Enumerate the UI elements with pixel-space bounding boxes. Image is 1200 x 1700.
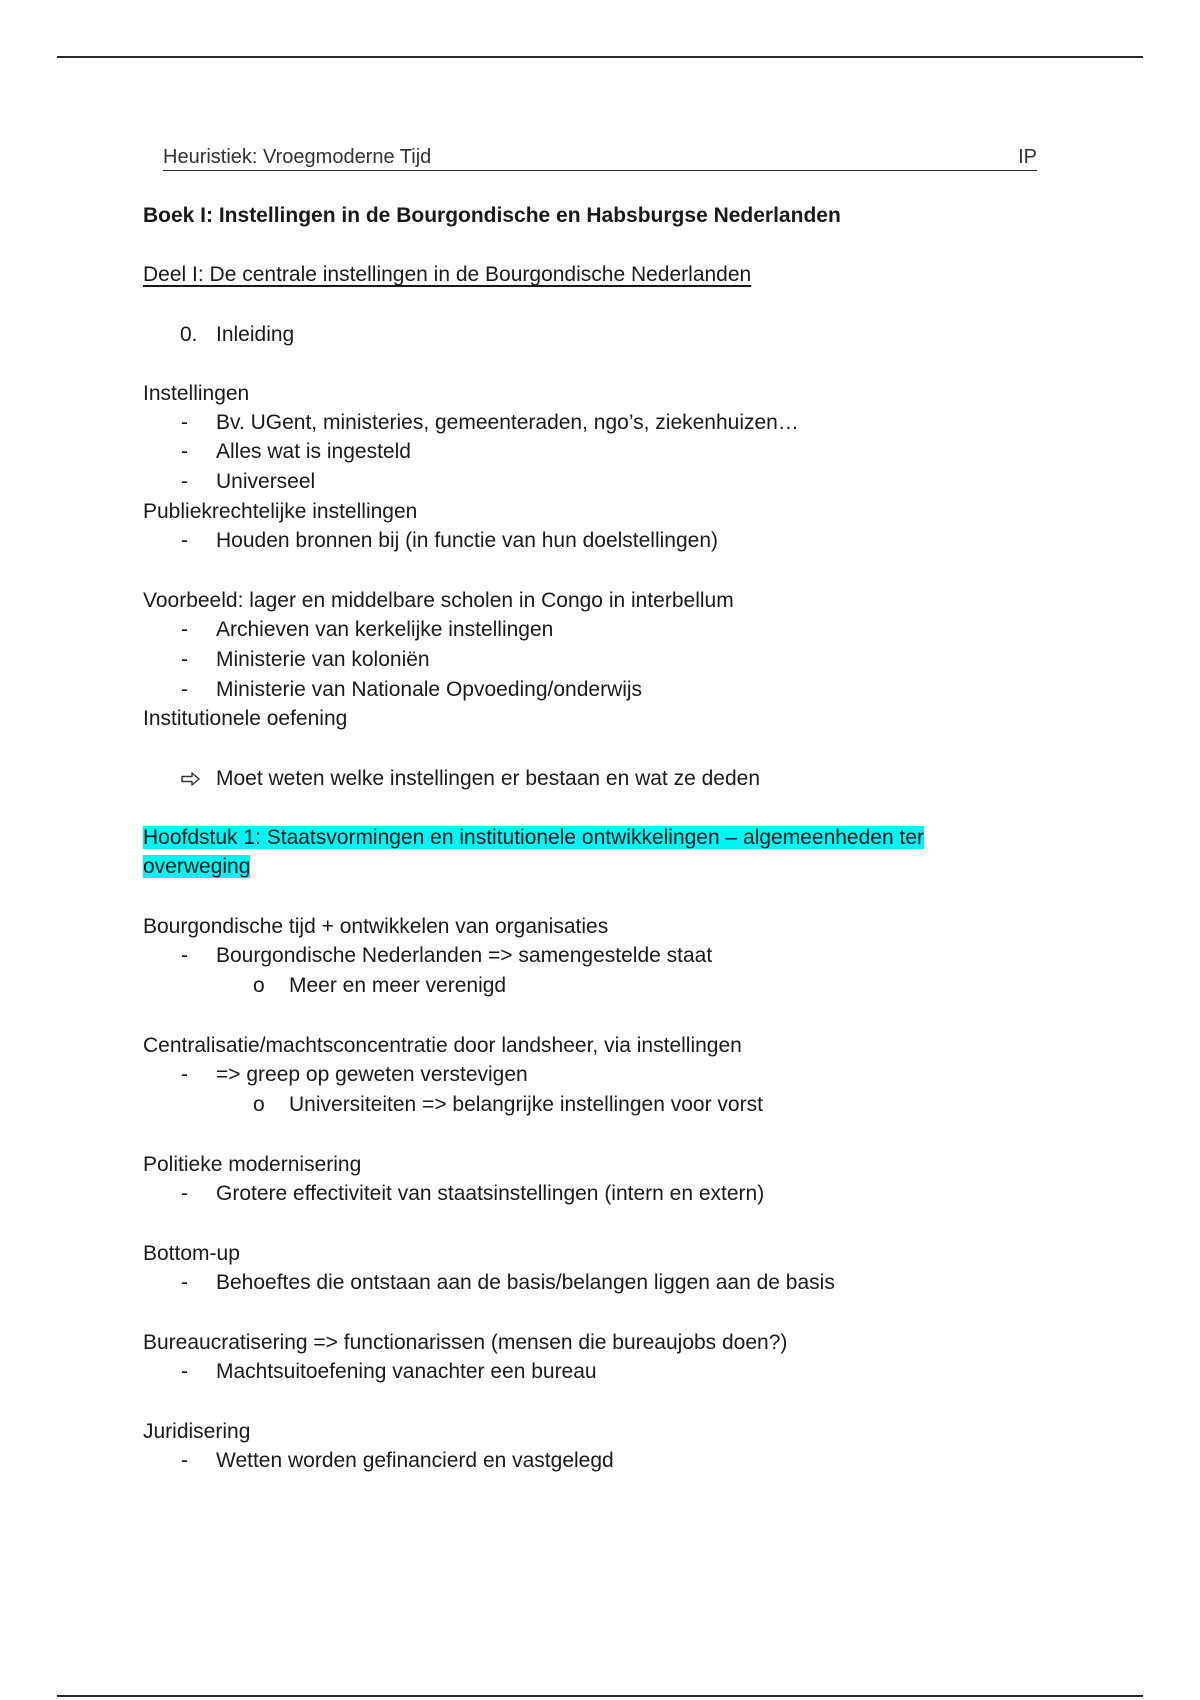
chapter-title-line1: Hoofdstuk 1: Staatsvormingen en institutionele ontwikkelingen – algemeenheden ter [143,826,924,849]
list-item: Bv. UGent, ministeries, gemeenteraden, ngo’s, ziekenhuizen… [216,411,799,434]
arrow-right-icon [181,772,201,786]
sub-list-item: Meer en meer verenigd [289,974,507,997]
book-title: Boek I: Instellingen in de Bourgondische en Habsburgse Nederlanden [143,204,841,227]
list-item: Wetten worden gefinancierd en vastgelegd [216,1449,614,1472]
list-item: Ministerie van Nationale Opvoeding/onderwijs [216,678,643,701]
dash-marker: - [181,678,188,701]
section-heading: Voorbeeld: lager en middelbare scholen in Congo in interbellum [143,589,734,612]
section-heading: Bureaucratisering => functionarissen (mensen die bureaujobs doen?) [143,1331,788,1354]
list-item: Houden bronnen bij (in functie van hun doelstellingen) [216,529,719,552]
dash-marker: - [181,440,188,463]
list-item: => greep op geweten verstevigen [216,1063,528,1086]
sub-marker: o [253,1093,265,1116]
dash-marker: - [181,1449,188,1472]
dash-marker: - [181,944,188,967]
list-item: Grotere effectiviteit van staatsinstellingen (intern en extern) [216,1182,765,1205]
top-rule [57,56,1143,58]
list-item: Ministerie van koloniën [216,648,430,671]
part-title: Deel I: De centrale instellingen in de Bourgondische Nederlanden [143,263,752,286]
list-item: Machtsuitoefening vanachter een bureau [216,1360,597,1383]
section-heading: Institutionele oefening [143,707,348,730]
dash-marker: - [181,1182,188,1205]
dash-marker: - [181,648,188,671]
dash-marker: - [181,529,188,552]
arrow-item: Moet weten welke instellingen er bestaan en wat ze deden [216,767,761,790]
bottom-rule [57,1695,1143,1697]
dash-marker: - [181,618,188,641]
dash-marker: - [181,470,188,493]
dash-marker: - [181,411,188,434]
intro-label: Inleiding [216,323,295,346]
list-item: Alles wat is ingesteld [216,440,411,463]
page-header [163,146,1037,171]
section-heading: Bottom-up [143,1242,240,1265]
list-item: Universeel [216,470,316,493]
intro-number: 0. [180,323,198,346]
section-heading: Bourgondische tijd + ontwikkelen van organisaties [143,915,609,938]
list-item: Bourgondische Nederlanden => samengestelde staat [216,944,713,967]
dash-marker: - [181,1063,188,1086]
chapter-title-line2: overweging [143,855,251,878]
header-course: Heuristiek: Vroegmoderne Tijd [163,146,432,168]
list-item: Archieven van kerkelijke instellingen [216,618,554,641]
sub-list-item: Universiteiten => belangrijke instellingen voor vorst [289,1093,763,1116]
header-initials: IP [1018,146,1037,168]
dash-marker: - [181,1360,188,1383]
section-heading: Instellingen [143,382,250,405]
list-item: Behoeftes die ontstaan aan de basis/belangen liggen aan de basis [216,1271,835,1294]
section-heading: Publiekrechtelijke instellingen [143,500,418,523]
section-heading: Centralisatie/machtsconcentratie door landsheer, via instellingen [143,1034,742,1057]
section-heading: Politieke modernisering [143,1153,362,1176]
section-heading: Juridisering [143,1420,251,1443]
dash-marker: - [181,1271,188,1294]
sub-marker: o [253,974,265,997]
